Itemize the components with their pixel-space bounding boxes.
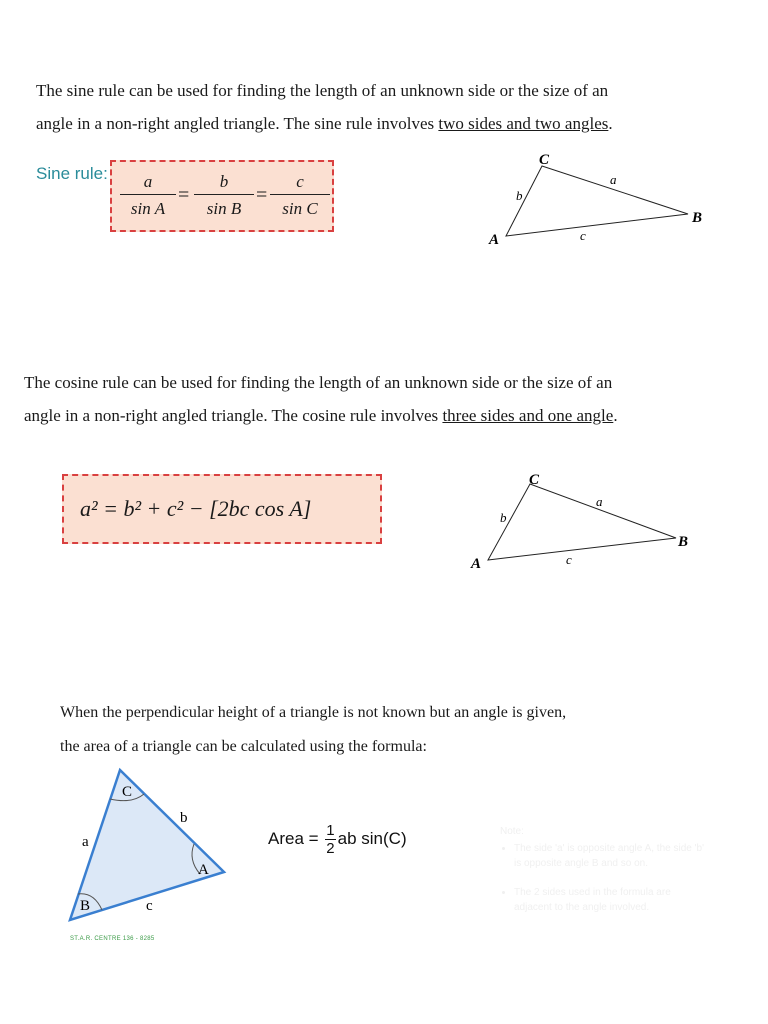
footer-tag: ST.A.R. CENTRE 136 - 8285 <box>70 936 155 942</box>
cosine-formula: a² = b² + c² − [2bc cos A] <box>80 496 312 521</box>
cosine-para-line2: angle in a non-right angled triangle. The cosine rule involves <box>24 406 443 425</box>
note-item: • The 2 sides used in the formula are adjacent to the angle involved. <box>514 885 710 915</box>
area-triangle-diagram <box>60 764 240 924</box>
faded-note <box>500 824 710 929</box>
cosine-triangle-diagram <box>466 468 696 576</box>
cosine-rule-formula-box <box>62 474 382 544</box>
sine-rule-formula-box <box>110 160 334 232</box>
side-label-a: a <box>610 172 617 187</box>
sine-para-line2: angle in a non-right angled triangle. The sine rule involves <box>36 114 439 133</box>
vertex-label-c: C <box>528 472 540 488</box>
sine-rule-paragraph: The sine rule can be used for finding the length of an unknown side or the size of an angle in a non-right angled triangle. The sine rule involves two sides and two angles. <box>36 81 613 133</box>
note-list <box>500 841 710 915</box>
area-fraction: $\frac{1}{2}$ <box>326 822 335 857</box>
area-formula-prefix: Area = <box>268 828 319 848</box>
side-label-a: a <box>596 494 603 509</box>
side-label-b: b <box>516 188 523 203</box>
side-label-b: b <box>180 810 188 826</box>
vertex-label-b: B <box>80 898 91 914</box>
vertex-label-a: A <box>488 232 500 248</box>
cosine-rule-paragraph: The cosine rule can be used for finding the length of an unknown side or the size of an angle in a non-right angled triangle. The cosine rule involves three sides and one angle. <box>24 373 618 425</box>
sine-fraction-b: $\frac{b}{\text{sin B}}$ <box>194 172 254 219</box>
side-label-c: c <box>580 228 586 243</box>
sine-triangle-diagram <box>480 148 710 253</box>
vertex-label-b: B <box>692 210 703 226</box>
cosine-para-emphasis: three sides and one angle <box>442 406 614 425</box>
vertex-label-a: A <box>470 556 482 572</box>
area-paragraph <box>60 696 566 764</box>
side-label-b: b <box>500 510 507 525</box>
equals-sign: = <box>256 184 268 206</box>
vertex-label-b: B <box>678 534 689 550</box>
side-label-c: c <box>146 898 153 914</box>
sine-rule-label: Sine rule: <box>36 164 108 183</box>
vertex-label-a: A <box>198 862 209 878</box>
sine-fraction-c: $\frac{c}{\text{sin C}}$ <box>270 172 330 219</box>
sine-para-emphasis: two sides and two angles <box>438 114 609 133</box>
equals-sign: = <box>178 184 190 206</box>
side-label-c: c <box>566 552 572 567</box>
sine-para-line1: The sine rule can be used for finding the length of an unknown side or the size of an <box>36 81 609 100</box>
sine-fraction-a: $\frac{a}{\text{sin A}}$ <box>120 172 176 219</box>
vertex-label-c: C <box>538 152 550 168</box>
area-formula <box>268 822 407 857</box>
note-item: • The side 'a' is opposite angle A, the side 'b' is opposite angle B and so on. <box>514 841 710 871</box>
note-title: Note: <box>500 826 524 837</box>
vertex-label-c: C <box>122 784 133 800</box>
area-para-line2: the area of a triangle can be calculated using the formula: <box>60 738 427 755</box>
side-label-a: a <box>82 834 89 850</box>
area-formula-suffix: ab sin(C) <box>337 828 407 848</box>
area-para-line1: When the perpendicular height of a triangle is not known but an angle is given, <box>60 704 567 721</box>
cosine-para-line1: The cosine rule can be used for finding the length of an unknown side or the size of an <box>24 373 613 392</box>
